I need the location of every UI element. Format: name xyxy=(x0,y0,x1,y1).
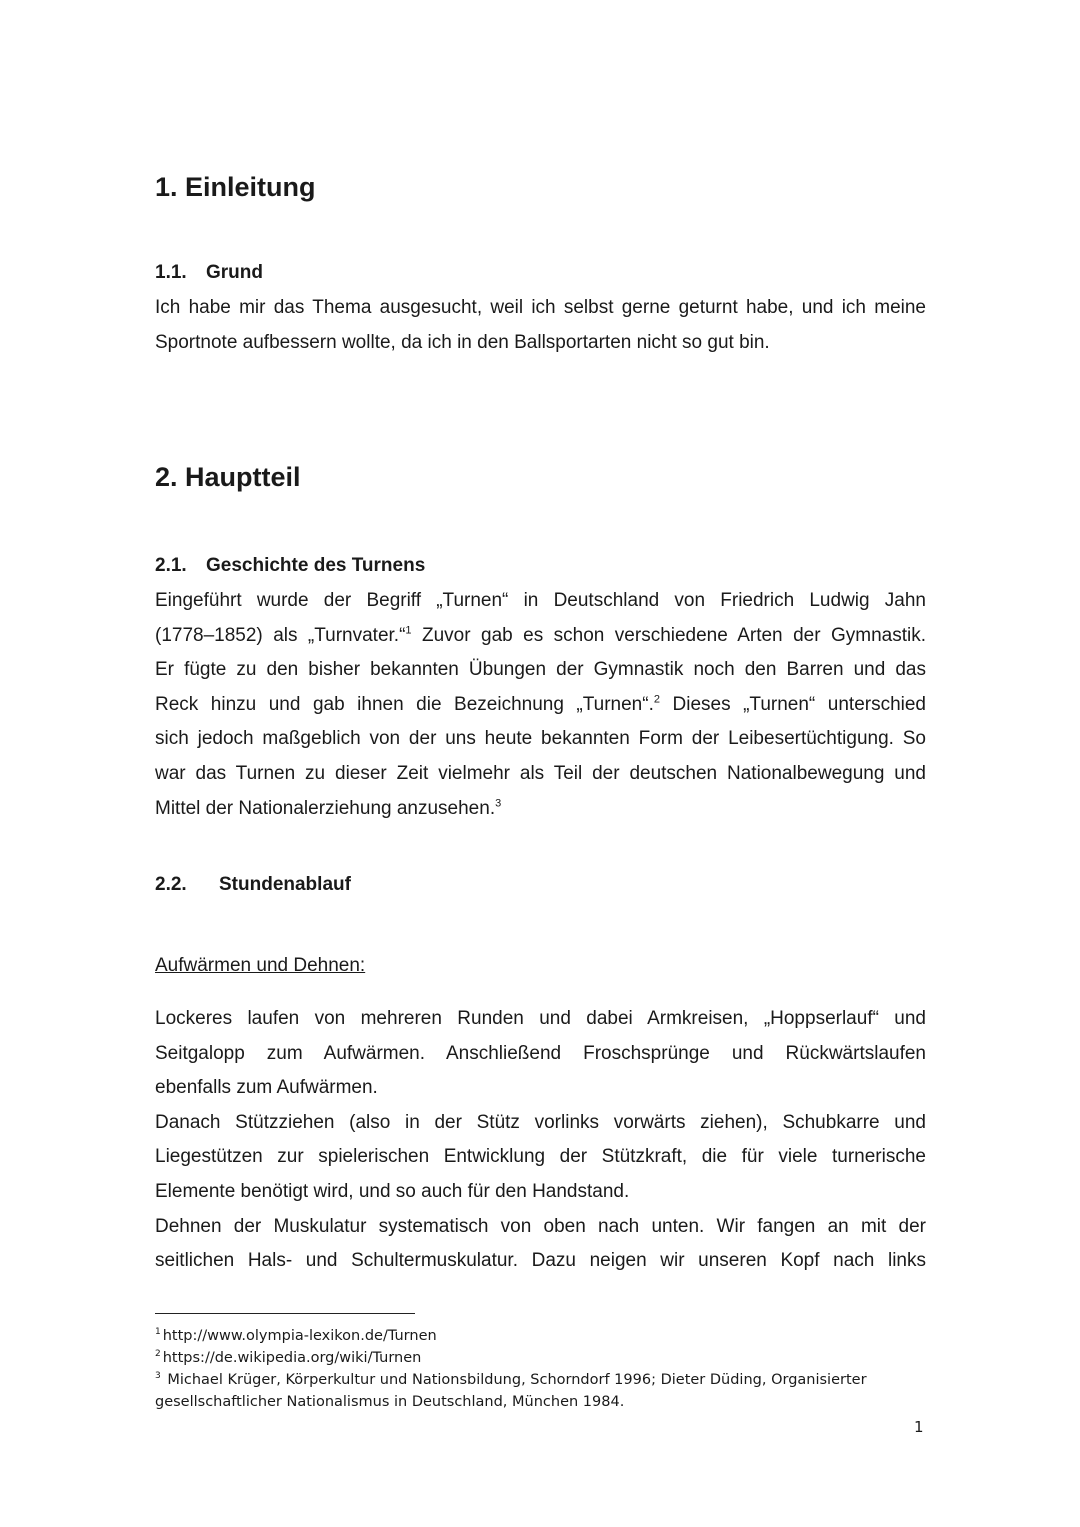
text-fragment: Zuvor gab es schon verschiedene Arten der Gymnastik. xyxy=(411,624,926,646)
footnote-2 xyxy=(155,1347,915,1369)
text-line: Liegestützen zur spielerischen Entwicklung der Stützkraft, die für viele turnerische xyxy=(155,1146,926,1168)
paragraph-geschichte xyxy=(155,584,926,826)
subheading-title: Stundenablauf xyxy=(219,874,351,895)
subheading-number: 2.1. xyxy=(155,555,187,576)
subheading-number: 1.1. xyxy=(155,262,187,283)
heading-einleitung: 1. Einleitung xyxy=(155,172,316,202)
footnotes xyxy=(155,1325,915,1413)
footnote-number: 2 xyxy=(155,1349,161,1360)
footnote-ref-1: 1 xyxy=(405,624,412,637)
text-line: Eingeführt wurde der Begriff „Turnen“ in Deutschland von Friedrich Ludwig Jahn xyxy=(155,590,926,611)
text-line xyxy=(155,688,926,723)
text-line: war das Turnen zu dieser Zeit vielmehr als Teil der deutschen Nationalbewegung und xyxy=(155,762,926,784)
text-line: Dehnen der Muskulatur systematisch von oben nach unten. Wir fangen an mit der xyxy=(155,1215,926,1237)
footnote-ref-2: 2 xyxy=(653,693,660,706)
text-line: Seitgalopp zum Aufwärmen. Anschließend Froschsprünge und Rückwärtslaufen xyxy=(155,1042,926,1064)
underlined-subheading-aufwaermen: Aufwärmen und Dehnen: xyxy=(155,955,366,976)
page-number: 1 xyxy=(914,1418,924,1436)
text-line xyxy=(155,619,926,654)
paragraph-grund xyxy=(155,291,926,360)
text-fragment: Dieses „Turnen“ unterschied xyxy=(660,693,926,715)
footnote-link[interactable]: http://www.olympia-lexikon.de/Turnen xyxy=(162,1328,437,1344)
footnote-3 xyxy=(155,1369,915,1413)
subheading-number: 2.2. xyxy=(155,874,187,895)
text-line: Elemente benötigt wird, und so auch für den Handstand. xyxy=(155,1180,630,1202)
footnote-number: 3 xyxy=(155,1371,161,1382)
heading-hauptteil: 2. Hauptteil xyxy=(155,462,301,492)
text-line: Er fügte zu den bisher bekannten Übungen der Gymnastik noch den Barren und das xyxy=(155,659,926,681)
footnote-number: 1 xyxy=(155,1327,161,1338)
text-fragment: Mittel der Nationalerziehung anzusehen. xyxy=(155,797,496,819)
subheading-title: Geschichte des Turnens xyxy=(206,555,426,576)
subheading-stundenablauf xyxy=(155,874,351,896)
footnote-divider xyxy=(155,1313,415,1314)
text-line: ebenfalls zum Aufwärmen. xyxy=(155,1077,378,1099)
subheading-title: Grund xyxy=(206,262,263,283)
footnote-1 xyxy=(155,1325,915,1347)
text-line: seitlichen Hals- und Schultermuskulatur. Dazu neigen wir unseren Kopf nach links xyxy=(155,1250,926,1272)
footnote-ref-3: 3 xyxy=(495,797,502,810)
text-line: Lockeres laufen von mehreren Runden und dabei Armkreisen, „Hoppserlauf“ und xyxy=(155,1008,926,1029)
text-fragment: Reck hinzu und gab ihnen die Bezeichnung „Turnen“. xyxy=(155,693,654,715)
footnote-text: Michael Krüger, Körperkultur und Nationsbildung, Schorndorf 1996; Dieter Düding, Organisierter gesellschaftlicher Nationalismus in Deutschland, München 1984. xyxy=(155,1372,867,1410)
text-fragment: (1778–1852) als „Turnvater.“ xyxy=(155,624,406,646)
paragraph-stundenablauf xyxy=(155,1002,926,1279)
subheading-geschichte xyxy=(155,555,425,577)
footnote-link[interactable]: https://de.wikipedia.org/wiki/Turnen xyxy=(162,1350,422,1366)
text-line: Ich habe mir das Thema ausgesucht, weil ich selbst gerne geturnt habe, und ich meine xyxy=(155,297,926,318)
text-line: sich jedoch maßgeblich von der uns heute bekannten Form der Leibesertüchtigung. So xyxy=(155,728,926,750)
text-line: Sportnote aufbessern wollte, da ich in den Ballsportarten nicht so gut bin. xyxy=(155,331,770,353)
text-line: Danach Stützziehen (also in der Stütz vorlinks vorwärts ziehen), Schubkarre und xyxy=(155,1111,926,1133)
subheading-grund xyxy=(155,262,263,284)
text-line xyxy=(155,792,926,827)
